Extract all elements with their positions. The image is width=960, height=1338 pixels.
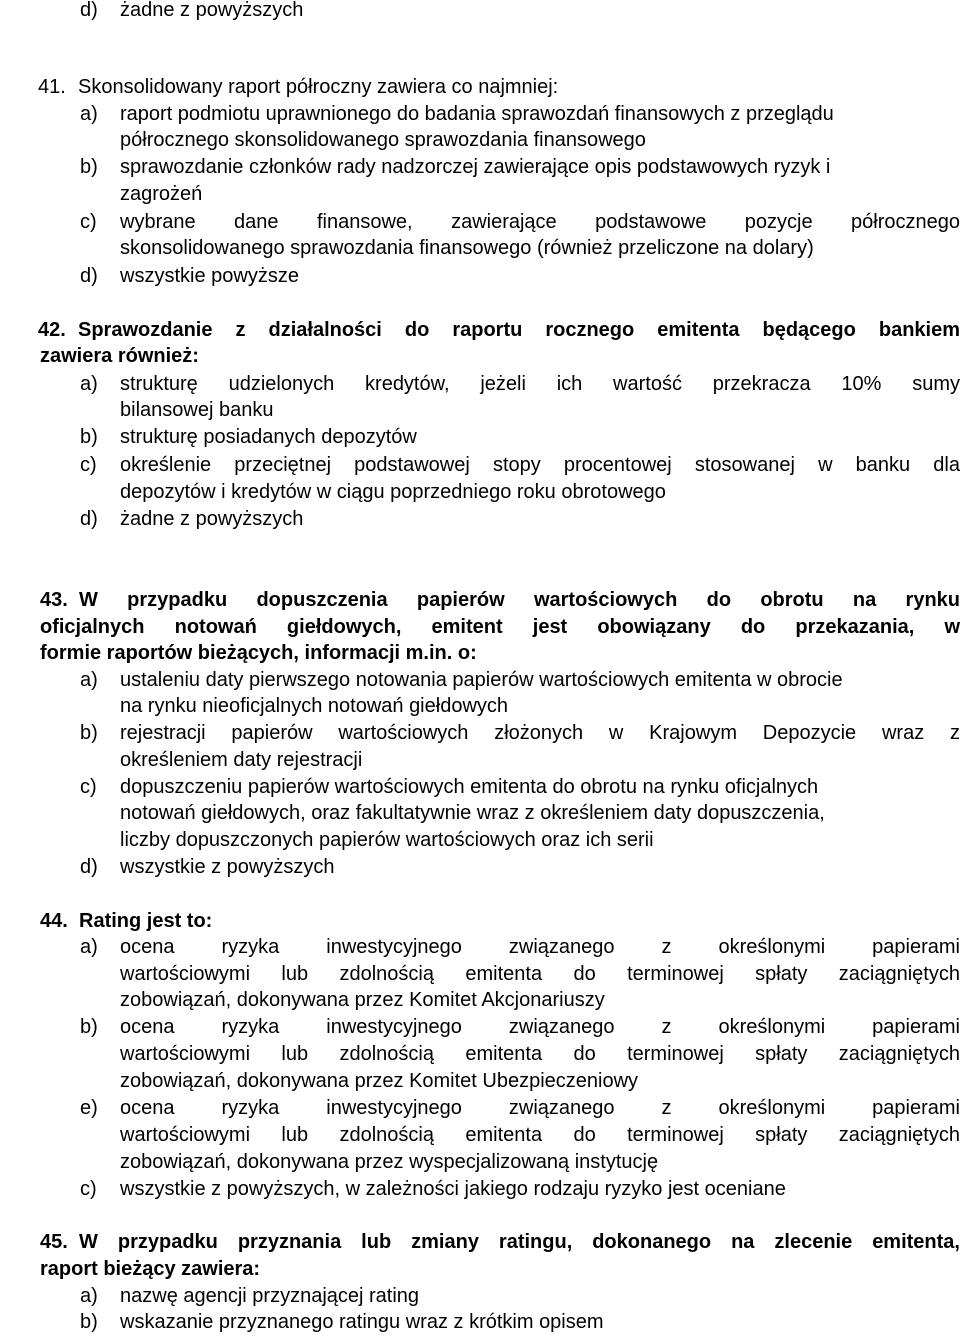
option-text: wszystkie powyższe bbox=[120, 265, 299, 287]
option-label: c) bbox=[80, 1178, 97, 1200]
question-45 bbox=[0, 1229, 960, 1255]
q42-option-c-cont bbox=[0, 479, 960, 505]
q44-option-e-cont bbox=[0, 1122, 960, 1148]
option-text: raport podmiotu uprawnionego do badania sprawozdań finansowych z przeglądu bbox=[120, 103, 834, 125]
option-text: ocena ryzyka inwestycyjnego związanego z określonymi papierami bbox=[120, 936, 960, 958]
option-text: rejestracji papierów wartościowych złożonych w Krajowym Depozycie wraz z bbox=[120, 722, 960, 744]
q42-option-b bbox=[0, 424, 960, 450]
question-text: zawiera również: bbox=[40, 345, 199, 367]
option-text: ustaleniu daty pierwszego notowania papierów wartościowych emitenta w obrocie bbox=[120, 669, 843, 691]
option-label: d) bbox=[80, 0, 98, 21]
option-label: a) bbox=[80, 1285, 98, 1307]
q44-option-e-cont bbox=[0, 1149, 960, 1175]
option-text: strukturę posiadanych depozytów bbox=[120, 426, 417, 448]
option-text: wartościowymi lub zdolnością emitenta do terminowej spłaty zaciągniętych bbox=[120, 963, 960, 985]
question-number: 42. bbox=[38, 319, 66, 341]
option-label: a) bbox=[80, 373, 98, 395]
question-42-cont bbox=[0, 343, 960, 369]
q42-option-d bbox=[0, 506, 960, 532]
option-label: c) bbox=[80, 454, 97, 476]
option-text: wartościowymi lub zdolnością emitenta do terminowej spłaty zaciągniętych bbox=[120, 1043, 960, 1065]
question-45-cont bbox=[0, 1256, 960, 1282]
option-text: wartościowymi lub zdolnością emitenta do terminowej spłaty zaciągniętych bbox=[120, 1124, 960, 1146]
question-43-cont bbox=[0, 614, 960, 640]
option-label: c) bbox=[80, 776, 97, 798]
q44-option-b-cont bbox=[0, 1041, 960, 1067]
option-label: d) bbox=[80, 265, 98, 287]
option-text: depozytów i kredytów w ciągu poprzedniego roku obrotowego bbox=[120, 481, 666, 503]
question-number: 41. bbox=[38, 76, 66, 98]
option-text: liczby dopuszczonych papierów wartościowych oraz ich serii bbox=[120, 829, 654, 851]
question-number: 44. bbox=[40, 910, 68, 932]
option-text: bilansowej banku bbox=[120, 399, 274, 421]
q44-option-b-cont bbox=[0, 1068, 960, 1094]
option-label: d) bbox=[80, 508, 98, 530]
q43-option-d bbox=[0, 854, 960, 880]
q41-option-a-cont bbox=[0, 127, 960, 153]
option-text: żadne z powyższych bbox=[120, 508, 304, 530]
question-text: formie raportów bieżących, informacji m.in. o: bbox=[40, 642, 477, 664]
question-41 bbox=[0, 74, 960, 100]
option-text: na rynku nieoficjalnych notowań giełdowych bbox=[120, 695, 509, 717]
q43-option-b bbox=[0, 720, 960, 746]
question-text: Skonsolidowany raport półroczny zawiera co najmniej: bbox=[78, 76, 559, 98]
question-44 bbox=[0, 908, 960, 934]
option-text: wszystkie z powyższych, w zależności jakiego rodzaju ryzyko jest oceniane bbox=[120, 1178, 786, 1200]
option-text: sprawozdanie członków rady nadzorczej zawierające opis podstawowych ryzyk i bbox=[120, 156, 831, 178]
q44-option-c bbox=[0, 1176, 960, 1202]
q44-option-e bbox=[0, 1095, 960, 1121]
option-text: skonsolidowanego sprawozdania finansowego (również przeliczone na dolary) bbox=[120, 237, 814, 259]
question-text: oficjalnych notowań giełdowych, emitent jest obowiązany do przekazania, w bbox=[40, 616, 960, 638]
q44-option-b bbox=[0, 1014, 960, 1040]
q41-option-d bbox=[0, 263, 960, 289]
option-d-prev bbox=[0, 0, 960, 23]
q45-option-a bbox=[0, 1283, 960, 1309]
option-text: zobowiązań, dokonywana przez wyspecjalizowaną instytucję bbox=[120, 1151, 659, 1173]
q44-option-a-cont bbox=[0, 961, 960, 987]
question-42 bbox=[0, 317, 960, 343]
q41-option-c bbox=[0, 209, 960, 235]
option-text: dopuszczeniu papierów wartościowych emitenta do obrotu na rynku oficjalnych bbox=[120, 776, 819, 798]
option-text: półrocznego skonsolidowanego sprawozdania finansowego bbox=[120, 129, 646, 151]
option-label: a) bbox=[80, 936, 98, 958]
option-text: wszystkie z powyższych bbox=[120, 856, 335, 878]
q41-option-b bbox=[0, 154, 960, 180]
q41-option-a bbox=[0, 101, 960, 127]
question-text: raport bieżący zawiera: bbox=[40, 1258, 261, 1280]
option-label: b) bbox=[80, 1016, 98, 1038]
option-label: b) bbox=[80, 426, 98, 448]
option-text: zobowiązań, dokonywana przez Komitet Ubezpieczeniowy bbox=[120, 1070, 639, 1092]
question-43-cont bbox=[0, 640, 960, 666]
question-43 bbox=[0, 587, 960, 613]
q42-option-c bbox=[0, 452, 960, 478]
option-text: ocena ryzyka inwestycyjnego związanego z określonymi papierami bbox=[120, 1016, 960, 1038]
option-text: zagrożeń bbox=[120, 183, 203, 205]
option-text: wskazanie przyznanego ratingu wraz z krótkim opisem bbox=[120, 1311, 604, 1333]
q44-option-a-cont bbox=[0, 987, 960, 1013]
option-text: określenie przeciętnej podstawowej stopy procentowej stosowanej w banku dla bbox=[120, 454, 960, 476]
option-label: a) bbox=[80, 669, 98, 691]
question-text: W przypadku dopuszczenia papierów wartościowych do obrotu na rynku bbox=[79, 589, 960, 611]
option-label: d) bbox=[80, 856, 98, 878]
q42-option-a-cont bbox=[0, 397, 960, 423]
q44-option-a bbox=[0, 934, 960, 960]
option-label: b) bbox=[80, 1311, 98, 1333]
q43-option-a bbox=[0, 667, 960, 693]
option-label: b) bbox=[80, 722, 98, 744]
option-text: zobowiązań, dokonywana przez Komitet Akcjonariuszy bbox=[120, 989, 605, 1011]
option-label: c) bbox=[80, 211, 97, 233]
option-text: wybrane dane finansowe, zawierające podstawowe pozycje półrocznego bbox=[120, 211, 960, 233]
option-text: strukturę udzielonych kredytów, jeżeli ich wartość przekracza 10% sumy bbox=[120, 373, 960, 395]
question-text: W przypadku przyznania lub zmiany ratingu, dokonanego na zlecenie emitenta, bbox=[79, 1231, 960, 1253]
option-text: notowań giełdowych, oraz fakultatywnie wraz z określeniem daty dopuszczenia, bbox=[120, 802, 825, 824]
option-label: e) bbox=[80, 1097, 98, 1119]
option-text: nazwę agencji przyznającej rating bbox=[120, 1285, 420, 1307]
option-label: a) bbox=[80, 103, 98, 125]
question-number: 43. bbox=[40, 589, 68, 611]
q41-option-c-cont bbox=[0, 235, 960, 261]
q43-option-c-cont bbox=[0, 827, 960, 853]
option-text: określeniem daty rejestracji bbox=[120, 749, 363, 771]
option-text: żadne z powyższych bbox=[120, 0, 304, 21]
q43-option-c-cont bbox=[0, 800, 960, 826]
question-text: Rating jest to: bbox=[79, 910, 213, 932]
q43-option-c bbox=[0, 774, 960, 800]
question-text: Sprawozdanie z działalności do raportu rocznego emitenta będącego bankiem bbox=[78, 319, 960, 341]
option-label: b) bbox=[80, 156, 98, 178]
q41-option-b-cont bbox=[0, 181, 960, 207]
q45-option-b bbox=[0, 1309, 960, 1335]
q43-option-a-cont bbox=[0, 693, 960, 719]
q43-option-b-cont bbox=[0, 747, 960, 773]
q42-option-a bbox=[0, 371, 960, 397]
question-number: 45. bbox=[40, 1231, 68, 1253]
option-text: ocena ryzyka inwestycyjnego związanego z określonymi papierami bbox=[120, 1097, 960, 1119]
